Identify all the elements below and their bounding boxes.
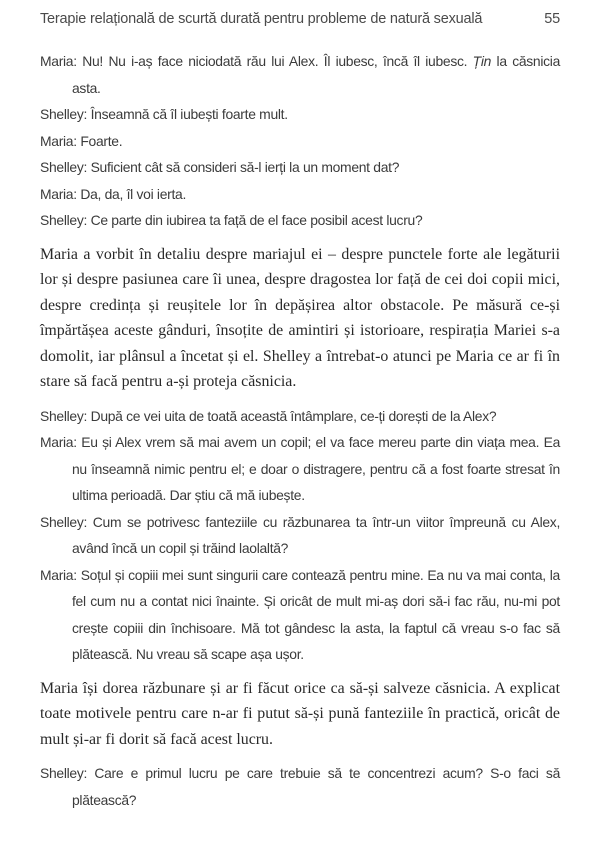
speaker-label: Maria:: [40, 53, 77, 69]
dialogue-entry: [40, 101, 560, 128]
speaker-label: Shelley:: [40, 106, 88, 122]
dialogue-entry: [40, 429, 560, 509]
page-header: [40, 10, 560, 28]
narrative-paragraph-2: Maria își dorea răzbunare și ar fi făcut orice ca să-și salveze căsnicia. A explicat toate motivele pentru care n-ar fi putut să-și pună fanteziile în practică, oricât de mult și-ar fi dorit să facă acest lucru.: [40, 679, 560, 748]
dialogue-entry: [40, 562, 560, 668]
narrative-paragraph-1: Maria a vorbit în detaliu despre mariajul ei – despre punctele forte ale legăturii lor și despre pasiunea care îi unea, despre dragostea lor față de cei doi copii mici, despre credința și reușitele lor în depășirea altor obstacole. Pe măsură ce-și împărtășea aceste gânduri, însoțite de amintiri și istorioare, respirația Mariei s-a domolit, iar plânsul a încetat și el. Shelley a întrebat-o atunci pe Maria ce ar fi în stare să facă pentru a-și proteja căsnicia.: [40, 245, 560, 390]
dialogue-entry: [40, 509, 560, 562]
dialogue-text: Care e primul lucru pe care trebuie să te concentrezi acum? S-o faci să plătească?: [72, 765, 560, 808]
dialogue-entry: [40, 128, 560, 155]
dialogue-text: Cum se potrivesc fanteziile cu răzbunarea ta într-un viitor împreună cu Alex, având încă un copil și trăind laolaltă?: [72, 513, 560, 556]
dialogue-entry: [40, 760, 560, 813]
speaker-label: Shelley:: [40, 407, 88, 424]
dialogue-text: Ce parte din iubirea ta față de el face posibil acest lucru?: [90, 212, 423, 228]
italic-word: Țin: [472, 53, 492, 69]
speaker-label: Shelley:: [40, 159, 88, 175]
dialogue-text: Înseamnă că îl iubești foarte mult.: [90, 106, 288, 122]
dialogue-entry: [40, 154, 560, 181]
dialogue-text: După ce vei uita de toată această întâmplare, ce-ți dorești de la Alex?: [90, 407, 497, 424]
dialogue-text: la căsnicia asta.: [72, 53, 561, 96]
dialogue-entry: [40, 207, 560, 234]
dialogue-text: Suficient cât să consideri să-l ierți la un moment dat?: [90, 159, 400, 175]
dialogue-block-2: [40, 403, 560, 668]
dialogue-text: Eu și Alex vrem să mai avem un copil; el va face mereu parte din viața mea. Ea nu înseamnă nimic pentru el; e doar o distragere, pentru că a fost foarte stresat în ultima perioadă. Dar știu că mă iubește.: [72, 434, 560, 503]
dialogue-text: Da, da, îl voi ierta.: [80, 185, 187, 202]
dialogue-text: Nu! Nu i-aș face niciodată rău lui Alex. Îl iubesc, încă îl iubesc.: [82, 53, 468, 69]
dialogue-text: Soțul și copiii mei sunt singurii care contează pentru mine. Ea nu va mai conta, la fel cum nu a contat nici înainte. Și oricât de mult mi-aș dori să-i fac rău, nu-mi pot crește copiii din închisoare. Mă tot gândesc la asta, la faptul că vreau s-o fac să plătească. Nu vreau să scape așa ușor.: [72, 566, 560, 662]
speaker-label: Maria:: [40, 434, 77, 450]
speaker-label: Maria:: [40, 566, 77, 583]
dialogue-entry: [40, 181, 560, 208]
speaker-label: Shelley:: [40, 765, 88, 781]
speaker-label: Maria:: [40, 185, 77, 202]
dialogue-text: Foarte.: [80, 132, 123, 149]
speaker-label: Maria:: [40, 132, 77, 149]
running-head-title: Terapie relațională de scurtă durată pentru probleme de natură sexuală: [40, 11, 483, 27]
speaker-label: Shelley:: [40, 513, 88, 530]
speaker-label: Shelley:: [40, 212, 88, 228]
dialogue-block-1: [40, 48, 560, 234]
page-number: 55: [544, 11, 560, 27]
dialogue-block-3: [40, 760, 560, 813]
dialogue-entry: [40, 403, 560, 430]
dialogue-entry: [40, 48, 560, 101]
